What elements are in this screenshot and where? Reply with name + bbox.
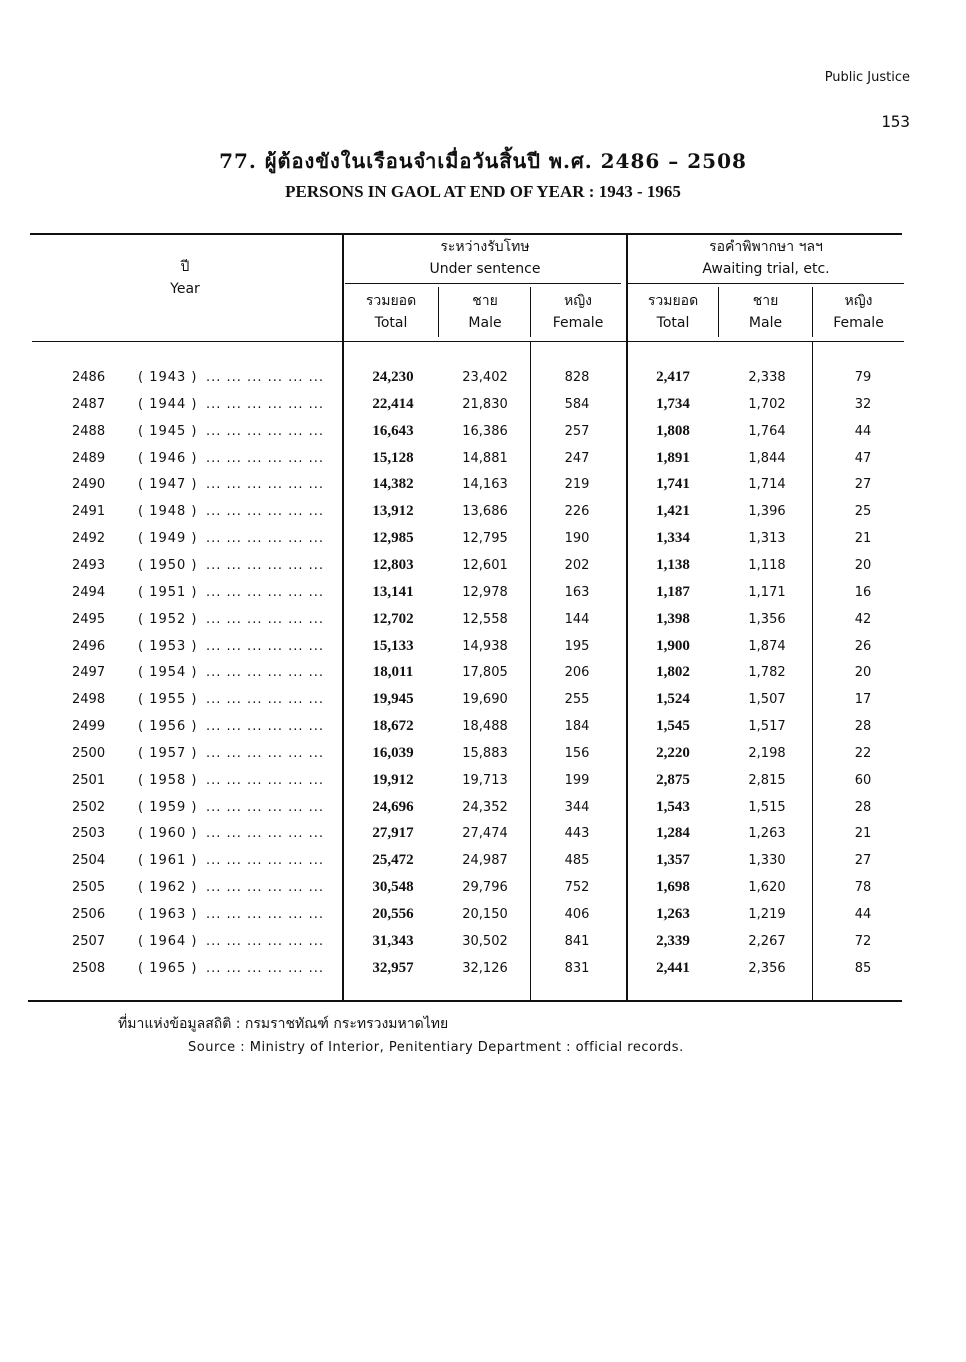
- cell-aw-male: 1,396: [748, 504, 786, 520]
- cell-year-ad: ( 1965 ): [138, 960, 198, 976]
- cell-year-be: 2506: [72, 907, 106, 922]
- table-row: [0, 659, 966, 686]
- cell-aw-female: 78: [854, 880, 872, 896]
- cell-aw-male: 1,330: [748, 853, 786, 869]
- cell-aw-female: 44: [854, 423, 872, 439]
- cell-aw-female: 25: [854, 504, 872, 520]
- cell-us-total: 19,945: [372, 691, 414, 708]
- cell-year-ad: ( 1964 ): [138, 933, 198, 949]
- cell-year-be: 2496: [72, 638, 106, 654]
- leader-dots: ... ... ... ... ... ...: [206, 719, 325, 735]
- cell-year-be: 2500: [72, 745, 106, 761]
- cell-us-male: 30,502: [462, 933, 508, 949]
- table-row: [0, 633, 966, 660]
- leader-dots: ... ... ... ... ... ...: [206, 584, 325, 600]
- cell-aw-female: 60: [854, 772, 872, 788]
- cell-us-male: 29,796: [462, 880, 508, 896]
- leader-dots: ... ... ... ... ... ...: [206, 477, 325, 493]
- cell-us-total: 32,957: [372, 959, 414, 976]
- cell-year-be: 2501: [72, 772, 106, 788]
- cell-us-female: 406: [564, 907, 590, 922]
- header-aw-female-english: Female: [833, 315, 884, 331]
- header-under-sentence-thai: ระหว่างรับโทษ: [440, 239, 530, 255]
- cell-aw-male: 2,198: [748, 745, 786, 761]
- cell-aw-female: 27: [854, 853, 872, 869]
- table-row: [0, 445, 966, 472]
- cell-aw-male: 1,782: [748, 665, 786, 681]
- cell-us-female: 184: [564, 719, 590, 735]
- header-aw-female: [813, 290, 904, 334]
- cell-aw-total: 1,263: [656, 906, 690, 922]
- table-row: [0, 713, 966, 740]
- cell-aw-total: 2,417: [656, 369, 690, 385]
- cell-us-total: 16,039: [372, 744, 414, 761]
- cell-year-be: 2492: [72, 531, 106, 547]
- cell-year-ad: ( 1951 ): [138, 584, 198, 600]
- cell-us-total: 12,985: [372, 530, 414, 547]
- cell-year-be: 2487: [72, 396, 106, 412]
- cell-aw-female: 28: [854, 799, 872, 815]
- cell-aw-male: 1,844: [748, 450, 786, 466]
- cell-year-be: 2494: [72, 584, 106, 600]
- cell-year-be: 2497: [72, 665, 106, 681]
- cell-us-male: 12,558: [462, 611, 508, 627]
- leader-dots: ... ... ... ... ... ...: [206, 665, 325, 681]
- cell-us-total: 12,803: [372, 556, 414, 573]
- cell-aw-total: 1,900: [656, 637, 690, 654]
- cell-aw-male: 1,356: [748, 611, 786, 627]
- cell-aw-female: 20: [854, 665, 872, 681]
- cell-us-female: 485: [564, 853, 590, 869]
- leader-dots: ... ... ... ... ... ...: [206, 960, 325, 976]
- leader-dots: ... ... ... ... ... ...: [206, 745, 325, 761]
- cell-us-male: 21,830: [462, 396, 508, 412]
- cell-year-ad: ( 1946 ): [138, 450, 198, 466]
- table-row: [0, 579, 966, 606]
- cell-us-total: 31,343: [372, 932, 414, 949]
- cell-us-male: 14,881: [462, 450, 508, 466]
- table-row: [0, 874, 966, 901]
- cell-aw-male: 2,356: [748, 960, 786, 976]
- header-us-total-thai: รวมยอด: [365, 293, 417, 309]
- header-year: [130, 256, 240, 300]
- cell-year-be: 2502: [72, 799, 106, 815]
- cell-us-female: 828: [564, 370, 590, 385]
- cell-year-be: 2507: [72, 933, 106, 949]
- cell-year-ad: ( 1943 ): [138, 370, 198, 385]
- cell-aw-female: 26: [854, 638, 872, 654]
- cell-us-total: 25,472: [372, 852, 414, 869]
- cell-us-male: 17,805: [462, 665, 508, 681]
- header-us-female-english: Female: [552, 315, 604, 331]
- header-aw-total-thai: รวมยอด: [647, 293, 699, 309]
- cell-year-ad: ( 1960 ): [138, 826, 198, 842]
- cell-aw-total: 1,802: [656, 664, 690, 681]
- table-row: [0, 794, 966, 821]
- table-title-thai: 77. ผู้ต้องขังในเรือนจำเมื่อวันสิ้นปี พ.ศ. 2486 – 2508: [219, 149, 747, 173]
- header-year-thai: ปี: [180, 259, 190, 275]
- cell-us-female: 195: [564, 638, 590, 654]
- cell-us-male: 15,883: [462, 745, 508, 761]
- cell-us-male: 13,686: [462, 504, 508, 520]
- table-row: [0, 901, 966, 928]
- header-year-english: Year: [170, 281, 200, 297]
- table-row: [0, 820, 966, 847]
- page-number: 153: [881, 112, 910, 131]
- leader-dots: ... ... ... ... ... ...: [206, 531, 325, 547]
- cell-aw-male: 1,702: [748, 396, 786, 412]
- table-row: [0, 767, 966, 794]
- cell-aw-total: 2,220: [656, 744, 690, 761]
- cell-aw-male: 1,118: [748, 557, 786, 573]
- cell-us-total: 24,230: [372, 369, 414, 385]
- leader-dots: ... ... ... ... ... ...: [206, 396, 325, 412]
- cell-us-female: 199: [564, 772, 590, 788]
- cell-us-female: 247: [564, 450, 590, 466]
- cell-aw-female: 28: [854, 719, 872, 735]
- cell-year-ad: ( 1963 ): [138, 907, 198, 922]
- cell-us-female: 443: [564, 826, 590, 842]
- table-row: [0, 955, 966, 982]
- cell-aw-male: 1,515: [748, 799, 786, 815]
- cell-us-male: 23,402: [462, 370, 508, 385]
- cell-aw-total: 1,741: [656, 476, 690, 493]
- cell-us-male: 27,474: [462, 826, 508, 842]
- table-row: [0, 606, 966, 633]
- cell-us-total: 15,133: [372, 637, 414, 654]
- cell-us-male: 20,150: [462, 907, 508, 922]
- table-row: [0, 847, 966, 874]
- cell-year-ad: ( 1944 ): [138, 396, 198, 412]
- cell-us-female: 156: [564, 745, 590, 761]
- leader-dots: ... ... ... ... ... ...: [206, 504, 325, 520]
- leader-dots: ... ... ... ... ... ...: [206, 638, 325, 654]
- cell-year-ad: ( 1959 ): [138, 799, 198, 815]
- cell-us-female: 206: [564, 665, 590, 681]
- table-row: [0, 928, 966, 955]
- leader-dots: ... ... ... ... ... ...: [206, 933, 325, 949]
- cell-us-male: 24,352: [462, 799, 508, 815]
- cell-us-female: 226: [564, 504, 590, 520]
- header-aw-total-english: Total: [656, 315, 690, 331]
- cell-aw-male: 1,764: [748, 423, 786, 439]
- cell-year-be: 2508: [72, 960, 106, 976]
- cell-us-total: 19,912: [372, 771, 414, 788]
- header-us-male: [440, 290, 530, 334]
- table-row: [0, 364, 966, 391]
- leader-dots: ... ... ... ... ... ...: [206, 799, 325, 815]
- header-aw-male-english: Male: [748, 315, 783, 331]
- table-top-rule: [30, 233, 902, 235]
- cell-year-be: 2488: [72, 423, 106, 439]
- cell-aw-female: 17: [854, 692, 872, 708]
- cell-year-be: 2486: [72, 370, 106, 385]
- cell-aw-total: 1,524: [656, 691, 690, 708]
- cell-us-male: 16,386: [462, 423, 508, 439]
- cell-aw-male: 1,507: [748, 692, 786, 708]
- header-us-total-english: Total: [374, 315, 408, 331]
- cell-us-male: 12,978: [462, 584, 508, 600]
- cell-year-be: 2505: [72, 880, 106, 896]
- cell-aw-total: 2,441: [656, 959, 690, 976]
- leader-dots: ... ... ... ... ... ...: [206, 853, 325, 869]
- cell-aw-male: 1,313: [748, 531, 786, 547]
- cell-aw-total: 1,334: [656, 530, 690, 547]
- cell-us-male: 24,987: [462, 853, 508, 869]
- cell-us-female: 344: [564, 799, 590, 815]
- header-us-male-thai: ชาย: [472, 293, 498, 309]
- cell-aw-female: 16: [854, 584, 872, 600]
- cell-aw-total: 1,187: [656, 583, 690, 600]
- cell-year-ad: ( 1961 ): [138, 853, 198, 869]
- cell-aw-female: 21: [854, 826, 872, 842]
- cell-aw-total: 1,284: [656, 825, 690, 842]
- table-title-english: PERSONS IN GAOL AT END OF YEAR : 1943 - 1965: [285, 182, 681, 201]
- header-bottom-rule: [32, 341, 904, 342]
- cell-us-total: 27,917: [372, 825, 414, 842]
- cell-aw-male: 1,714: [748, 477, 786, 493]
- leader-dots: ... ... ... ... ... ...: [206, 611, 325, 627]
- table-row: [0, 391, 966, 418]
- cell-aw-female: 20: [854, 557, 872, 573]
- cell-year-ad: ( 1955 ): [138, 692, 198, 708]
- cell-aw-total: 1,734: [656, 395, 690, 412]
- cell-us-total: 22,414: [372, 395, 414, 412]
- cell-aw-female: 79: [854, 370, 872, 385]
- cell-aw-male: 1,171: [748, 584, 786, 600]
- header-aw-female-thai: หญิง: [844, 293, 873, 309]
- table-row: [0, 418, 966, 445]
- cell-us-male: 12,601: [462, 557, 508, 573]
- cell-aw-female: 47: [854, 450, 872, 466]
- header-aw-male: [719, 290, 812, 334]
- cell-us-female: 202: [564, 557, 590, 573]
- cell-us-total: 16,643: [372, 422, 414, 439]
- header-us-male-english: Male: [468, 315, 502, 331]
- cell-us-female: 584: [564, 396, 590, 412]
- leader-dots: ... ... ... ... ... ...: [206, 450, 325, 466]
- cell-aw-female: 85: [854, 960, 872, 976]
- cell-aw-total: 1,698: [656, 879, 690, 896]
- cell-year-ad: ( 1958 ): [138, 772, 198, 788]
- table-row: [0, 552, 966, 579]
- cell-us-male: 19,690: [462, 692, 508, 708]
- header-us-total: [345, 290, 437, 334]
- cell-year-be: 2489: [72, 450, 106, 466]
- header-under-sentence-english: Under sentence: [429, 261, 541, 277]
- cell-aw-female: 21: [854, 531, 872, 547]
- cell-aw-male: 1,620: [748, 880, 786, 896]
- leader-dots: ... ... ... ... ... ...: [206, 370, 325, 385]
- cell-year-be: 2493: [72, 557, 106, 573]
- cell-aw-total: 1,398: [656, 610, 690, 627]
- section-label: Public Justice: [824, 70, 910, 85]
- table-row: [0, 498, 966, 525]
- cell-year-ad: ( 1947 ): [138, 477, 198, 493]
- cell-year-be: 2504: [72, 853, 106, 869]
- header-us-female-thai: หญิง: [564, 293, 592, 309]
- table-row: [0, 686, 966, 713]
- cell-aw-total: 1,891: [656, 449, 690, 466]
- cell-us-male: 32,126: [462, 960, 508, 976]
- cell-year-ad: ( 1953 ): [138, 638, 198, 654]
- cell-us-total: 13,912: [372, 503, 414, 520]
- cell-us-female: 219: [564, 477, 590, 493]
- cell-us-total: 24,696: [372, 798, 414, 815]
- leader-dots: ... ... ... ... ... ...: [206, 826, 325, 842]
- cell-aw-female: 42: [854, 611, 872, 627]
- cell-us-total: 13,141: [372, 583, 414, 600]
- leader-dots: ... ... ... ... ... ...: [206, 880, 325, 896]
- cell-year-ad: ( 1952 ): [138, 611, 198, 627]
- cell-year-ad: ( 1954 ): [138, 665, 198, 681]
- leader-dots: ... ... ... ... ... ...: [206, 907, 325, 922]
- cell-aw-female: 72: [854, 933, 872, 949]
- cell-year-ad: ( 1956 ): [138, 719, 198, 735]
- table-row: [0, 740, 966, 767]
- cell-year-be: 2491: [72, 504, 106, 520]
- header-awaiting-trial: [628, 236, 904, 280]
- cell-us-total: 18,011: [372, 664, 414, 681]
- cell-us-male: 18,488: [462, 719, 508, 735]
- leader-dots: ... ... ... ... ... ...: [206, 557, 325, 573]
- cell-us-total: 12,702: [372, 610, 414, 627]
- cell-year-be: 2498: [72, 692, 106, 708]
- cell-us-total: 15,128: [372, 449, 414, 466]
- header-aw-male-thai: ชาย: [752, 293, 779, 309]
- table-row: [0, 525, 966, 552]
- cell-us-male: 19,713: [462, 772, 508, 788]
- cell-us-female: 257: [564, 423, 590, 439]
- cell-us-total: 18,672: [372, 718, 414, 735]
- cell-us-male: 14,938: [462, 638, 508, 654]
- cell-aw-female: 32: [854, 396, 872, 412]
- cell-aw-male: 2,815: [748, 772, 786, 788]
- header-under-sentence: [345, 236, 625, 280]
- cell-us-female: 190: [564, 531, 590, 547]
- cell-us-female: 831: [564, 960, 590, 976]
- cell-year-be: 2490: [72, 477, 106, 493]
- cell-year-ad: ( 1945 ): [138, 423, 198, 439]
- cell-year-ad: ( 1950 ): [138, 557, 198, 573]
- cell-year-ad: ( 1949 ): [138, 531, 198, 547]
- cell-aw-male: 1,874: [748, 638, 786, 654]
- cell-us-male: 14,163: [462, 477, 508, 493]
- leader-dots: ... ... ... ... ... ...: [206, 423, 325, 439]
- cell-us-female: 841: [564, 933, 590, 949]
- source-english: Source : Ministry of Interior, Penitentiary Department : official records.: [188, 1040, 684, 1055]
- cell-year-be: 2499: [72, 719, 106, 735]
- header-awaiting-english: Awaiting trial, etc.: [702, 261, 830, 277]
- cell-aw-male: 1,219: [748, 907, 786, 922]
- source-thai: ที่มาแห่งข้อมูลสถิติ : กรมราชทัณฑ์ กระทรวงมหาดไทย: [118, 1016, 449, 1032]
- header-aw-total: [628, 290, 718, 334]
- cell-aw-total: 2,339: [656, 932, 690, 949]
- cell-us-female: 752: [564, 880, 590, 896]
- cell-year-be: 2495: [72, 611, 106, 627]
- group-divider-awaiting: [628, 283, 904, 284]
- cell-us-total: 20,556: [372, 906, 414, 922]
- cell-aw-female: 44: [854, 907, 872, 922]
- cell-us-total: 30,548: [372, 879, 414, 896]
- header-awaiting-thai: รอคำพิพากษา ฯลฯ: [709, 239, 823, 255]
- group-divider-under-sentence: [345, 283, 621, 284]
- cell-year-be: 2503: [72, 826, 106, 842]
- cell-aw-male: 1,517: [748, 719, 786, 735]
- cell-us-total: 14,382: [372, 476, 414, 493]
- leader-dots: ... ... ... ... ... ...: [206, 692, 325, 708]
- cell-year-ad: ( 1948 ): [138, 504, 198, 520]
- cell-aw-male: 2,267: [748, 933, 786, 949]
- cell-aw-female: 27: [854, 477, 872, 493]
- cell-us-female: 255: [564, 692, 590, 708]
- cell-aw-total: 1,357: [656, 852, 690, 869]
- table-row: [0, 471, 966, 498]
- table-bottom-rule: [28, 1000, 902, 1002]
- cell-aw-total: 1,545: [656, 718, 690, 735]
- header-us-female: [531, 290, 625, 334]
- cell-aw-total: 1,808: [656, 422, 690, 439]
- cell-us-female: 163: [564, 584, 590, 600]
- cell-year-ad: ( 1962 ): [138, 880, 198, 896]
- column-divider-us-total: [438, 287, 439, 337]
- cell-aw-total: 1,138: [656, 556, 690, 573]
- cell-aw-total: 1,421: [656, 503, 690, 520]
- cell-aw-total: 1,543: [656, 798, 690, 815]
- cell-us-male: 12,795: [462, 531, 508, 547]
- cell-aw-male: 2,338: [748, 370, 786, 385]
- cell-aw-female: 22: [854, 745, 872, 761]
- cell-aw-total: 2,875: [656, 771, 690, 788]
- cell-aw-male: 1,263: [748, 826, 786, 842]
- leader-dots: ... ... ... ... ... ...: [206, 772, 325, 788]
- cell-year-ad: ( 1957 ): [138, 745, 198, 761]
- cell-us-female: 144: [564, 611, 590, 627]
